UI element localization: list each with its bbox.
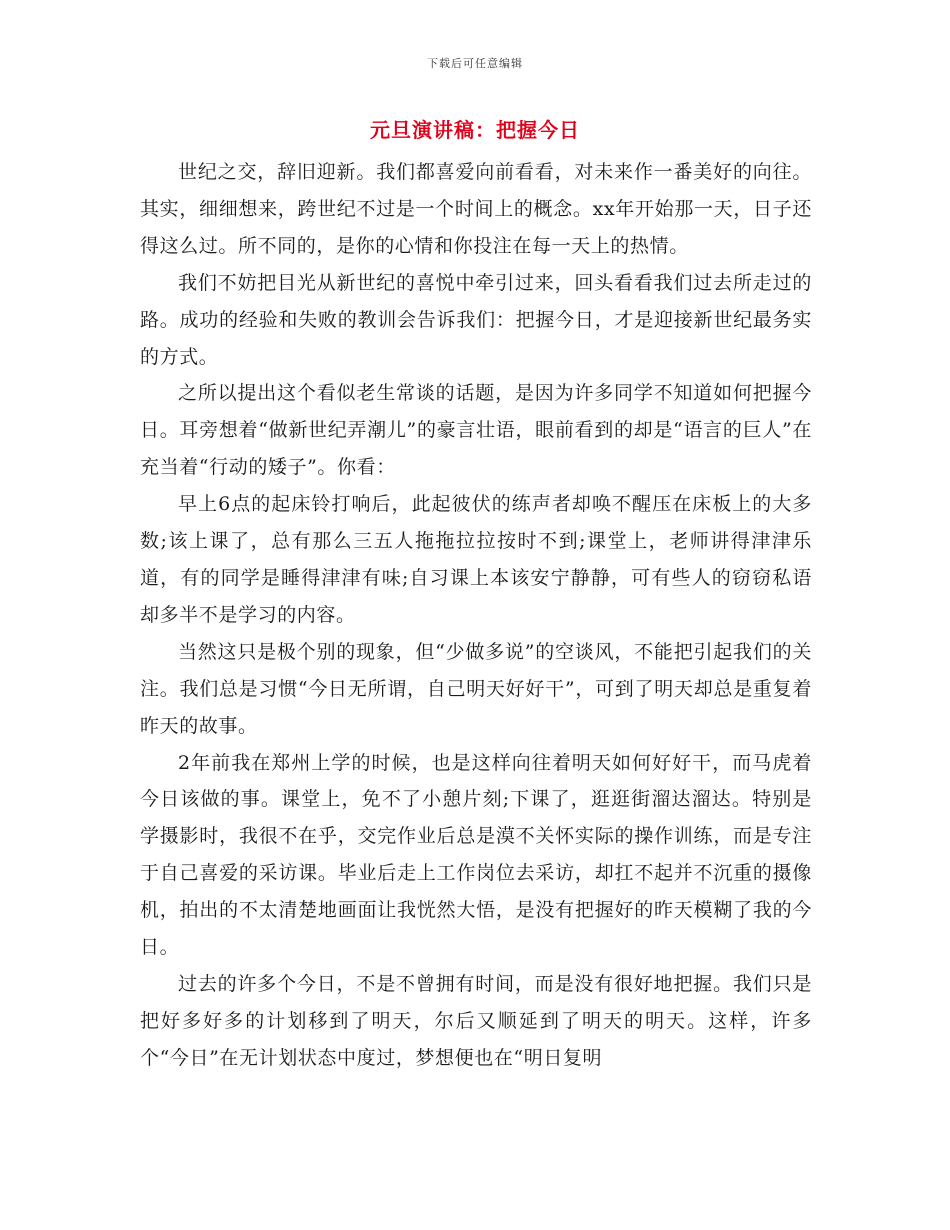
paragraph-3: 之所以提出这个看似老生常谈的话题，是因为许多同学不知道如何把握今日。耳旁想着“做新世纪弄潮儿”的豪言壮语，眼前看到的却是“语言的巨人”在充当着“行动的矮子”。你看： (140, 382, 812, 479)
paragraph-7: 过去的许多个今日，不是不曾拥有时间，而是没有很好地把握。我们只是把好多好多的计划移到了明天，尔后又顺延到了明天的明天。这样，许多个“今日”在无计划状态中度过，梦想便也在“明日复明 (140, 972, 812, 1069)
paragraph-6: 2年前我在郑州上学的时候，也是这样向往着明天如何好好干，而马虎着今日该做的事。课堂上，免不了小憩片刻;下课了，逛逛街溜达溜达。特别是学摄影时，我很不在乎，交完作业后总是漠不关怀实际的操作训练，而是专注于自己喜爱的采访课。毕业后走上工作岗位去采访，却扛不起并不沉重的摄像机，拍出的不太清楚地画面让我恍然大悟，是没有把握好的昨天模糊了我的今日。 (140, 751, 812, 959)
document-body (140, 154, 812, 1077)
paragraph-1: 世纪之交，辞旧迎新。我们都喜爱向前看看，对未来作一番美好的向往。其实，细细想来，跨世纪不过是一个时间上的概念。xx年开始那一天，日子还得这么过。所不同的，是你的心情和你投注在每一天上的热情。 (140, 161, 812, 257)
document-title: 元旦演讲稿：把握今日 (370, 118, 580, 142)
paragraph-4: 早上6点的起床铃打响后，此起彼伏的练声者却唤不醒压在床板上的大多数;该上课了，总有那么三五人拖拖拉拉按时不到;课堂上，老师讲得津津乐道，有的同学是睡得津津有味;自习课上本该安宁静静，可有些人的窃窃私语却多半不是学习的内容。 (140, 493, 812, 626)
header-note: 下载后可任意编辑 (427, 57, 523, 70)
paragraph-5: 当然这只是极个别的现象，但“少做多说”的空谈风，不能把引起我们的关注。我们总是习惯“今日无所谓，自己明天好好干”，可到了明天却总是重复着昨天的故事。 (140, 640, 812, 737)
paragraph-2: 我们不妨把目光从新世纪的喜悦中牵引过来，回头看看我们过去所走过的路。成功的经验和失败的教训会告诉我们：把握今日，才是迎接新世纪最务实的方式。 (140, 271, 812, 368)
